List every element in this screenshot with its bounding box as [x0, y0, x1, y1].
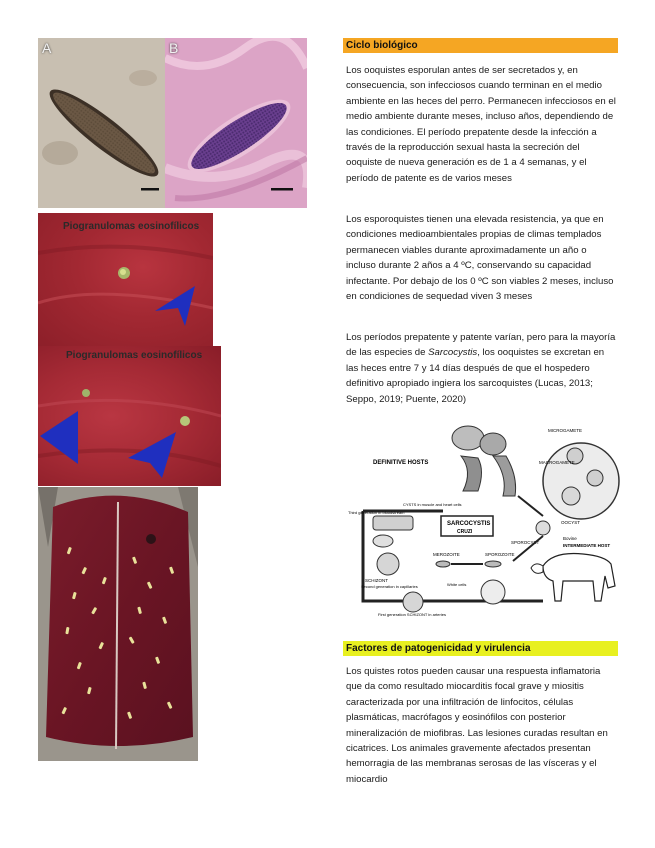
label-sporozoite: SPOROZOITE — [485, 552, 515, 557]
meat-photo-1-label: Piogranulomas eosinofílicos — [63, 221, 200, 232]
species-name: Sarcocystis — [428, 347, 478, 359]
label-definitive-hosts: DEFINITIVE HOSTS — [373, 460, 429, 466]
label-intermediate-host: INTERMEDIATE HOST — [563, 543, 611, 548]
panel-label-a: A — [42, 40, 52, 56]
cow-icon — [531, 554, 615, 602]
label-macrogamete: MACROGAMETE — [539, 460, 575, 465]
micrograph-a — [38, 38, 165, 208]
label-sporocyst: SPOROCYST — [511, 540, 540, 545]
life-cycle-diagram-figure — [343, 416, 620, 622]
paragraph-prepatent-text-2: , los ooquistes se excretan en las heces entre 7 y 14 días después de que el hospedero definitivo apropiado ingiera los sarcoquistes (Lucas, 2013; Seppo, 2019; Puente, 2020) — [346, 347, 605, 405]
meat-photo-2-figure — [38, 346, 221, 486]
label-sarcocystis: SARCOCYSTIS — [447, 521, 491, 527]
label-third-generation: Third generation in bloodstream — [348, 510, 405, 515]
label-oocyst: OOCYST — [561, 520, 581, 525]
label-schizont: SCHIZONT — [365, 578, 388, 583]
label-second-generation: Second generation in capillaries — [361, 584, 418, 589]
section-title-pathogenicity: Factores de patogenicidad y virulencia — [343, 641, 618, 656]
tissue-photo-figure — [38, 487, 198, 761]
micrograph-a-figure — [38, 38, 165, 208]
section-title-biological-cycle: Ciclo biológico — [343, 38, 618, 53]
life-cycle-diagram — [343, 416, 620, 622]
definitive-hosts-group — [452, 426, 516, 496]
meat-photo-2 — [38, 346, 221, 486]
paragraph-sporocysts: Los esporoquistes tienen una elevada resistencia, ya que en condiciones medioambientales propias de climas templados permanecen viables durante aproximadamente un año o incluso durante 2 años a 4 ºC, conservando su capacidad infectante. Por debajo de los 0 ºC son viables 2 meses, incluso en condiciones de sequedad viven 3 meses — [346, 214, 614, 303]
label-first-generation: First generation SCHIZONT in arteries — [378, 612, 446, 617]
label-bovine: Bovine — [563, 536, 577, 541]
meat-photo-1 — [38, 213, 213, 348]
label-microgamete: MICROGAMETE — [548, 428, 583, 433]
panel-label-b: B — [169, 40, 179, 56]
paragraph-oocysts: Los ooquistes esporulan antes de ser secretados y, en consecuencia, son infecciosos cuando terminan en el medio ambiente en las heces del perro. Permanecen infecciosos en el medio ambiente durante meses, incluso años, dependiendo de las condiciones. El período prepatente desde la infección a través de la reproducción sexual hasta la secreción del ooquiste de nueva generación es de 1 a 4 semanas, y el período de patente es de varios meses — [346, 65, 616, 184]
meat-photo-1-figure — [38, 213, 213, 348]
label-cyst-muscle: CYSTS in muscle and heart cells — [403, 502, 462, 507]
paragraph-prepatent-periods — [346, 330, 618, 407]
micrograph-b — [165, 38, 307, 208]
paragraph-prepatent-text-1: Los períodos prepatente y patente varían, pero para la mayoría de las especies de — [346, 332, 616, 359]
arrow-icon-2 — [128, 432, 176, 478]
paragraph-pathogenicity: Los quistes rotos pueden causar una respuesta inflamatoria que da como resultado miocarditis focal grave y miositis caracterizada por una infiltración de linfocitos, células plasmáticas, macrófagos y eosinófilos con posterior mineralización de miofibras. Las lesiones curadas resultan en cicatrices. Los animales gravemente afectados presentan hemorragia de las membranas serosas de las vísceras y el miocardio — [346, 666, 608, 785]
label-merozoite: MEROZOITE — [433, 552, 460, 557]
micrograph-b-figure — [165, 38, 307, 208]
label-cruzi: CRUZI — [457, 529, 473, 535]
tissue-photo — [38, 487, 198, 761]
arrow-icon — [155, 286, 195, 326]
label-white-cells: White cells — [447, 582, 467, 587]
meat-photo-2-label: Piogranulomas eosinofílicos — [66, 350, 203, 361]
